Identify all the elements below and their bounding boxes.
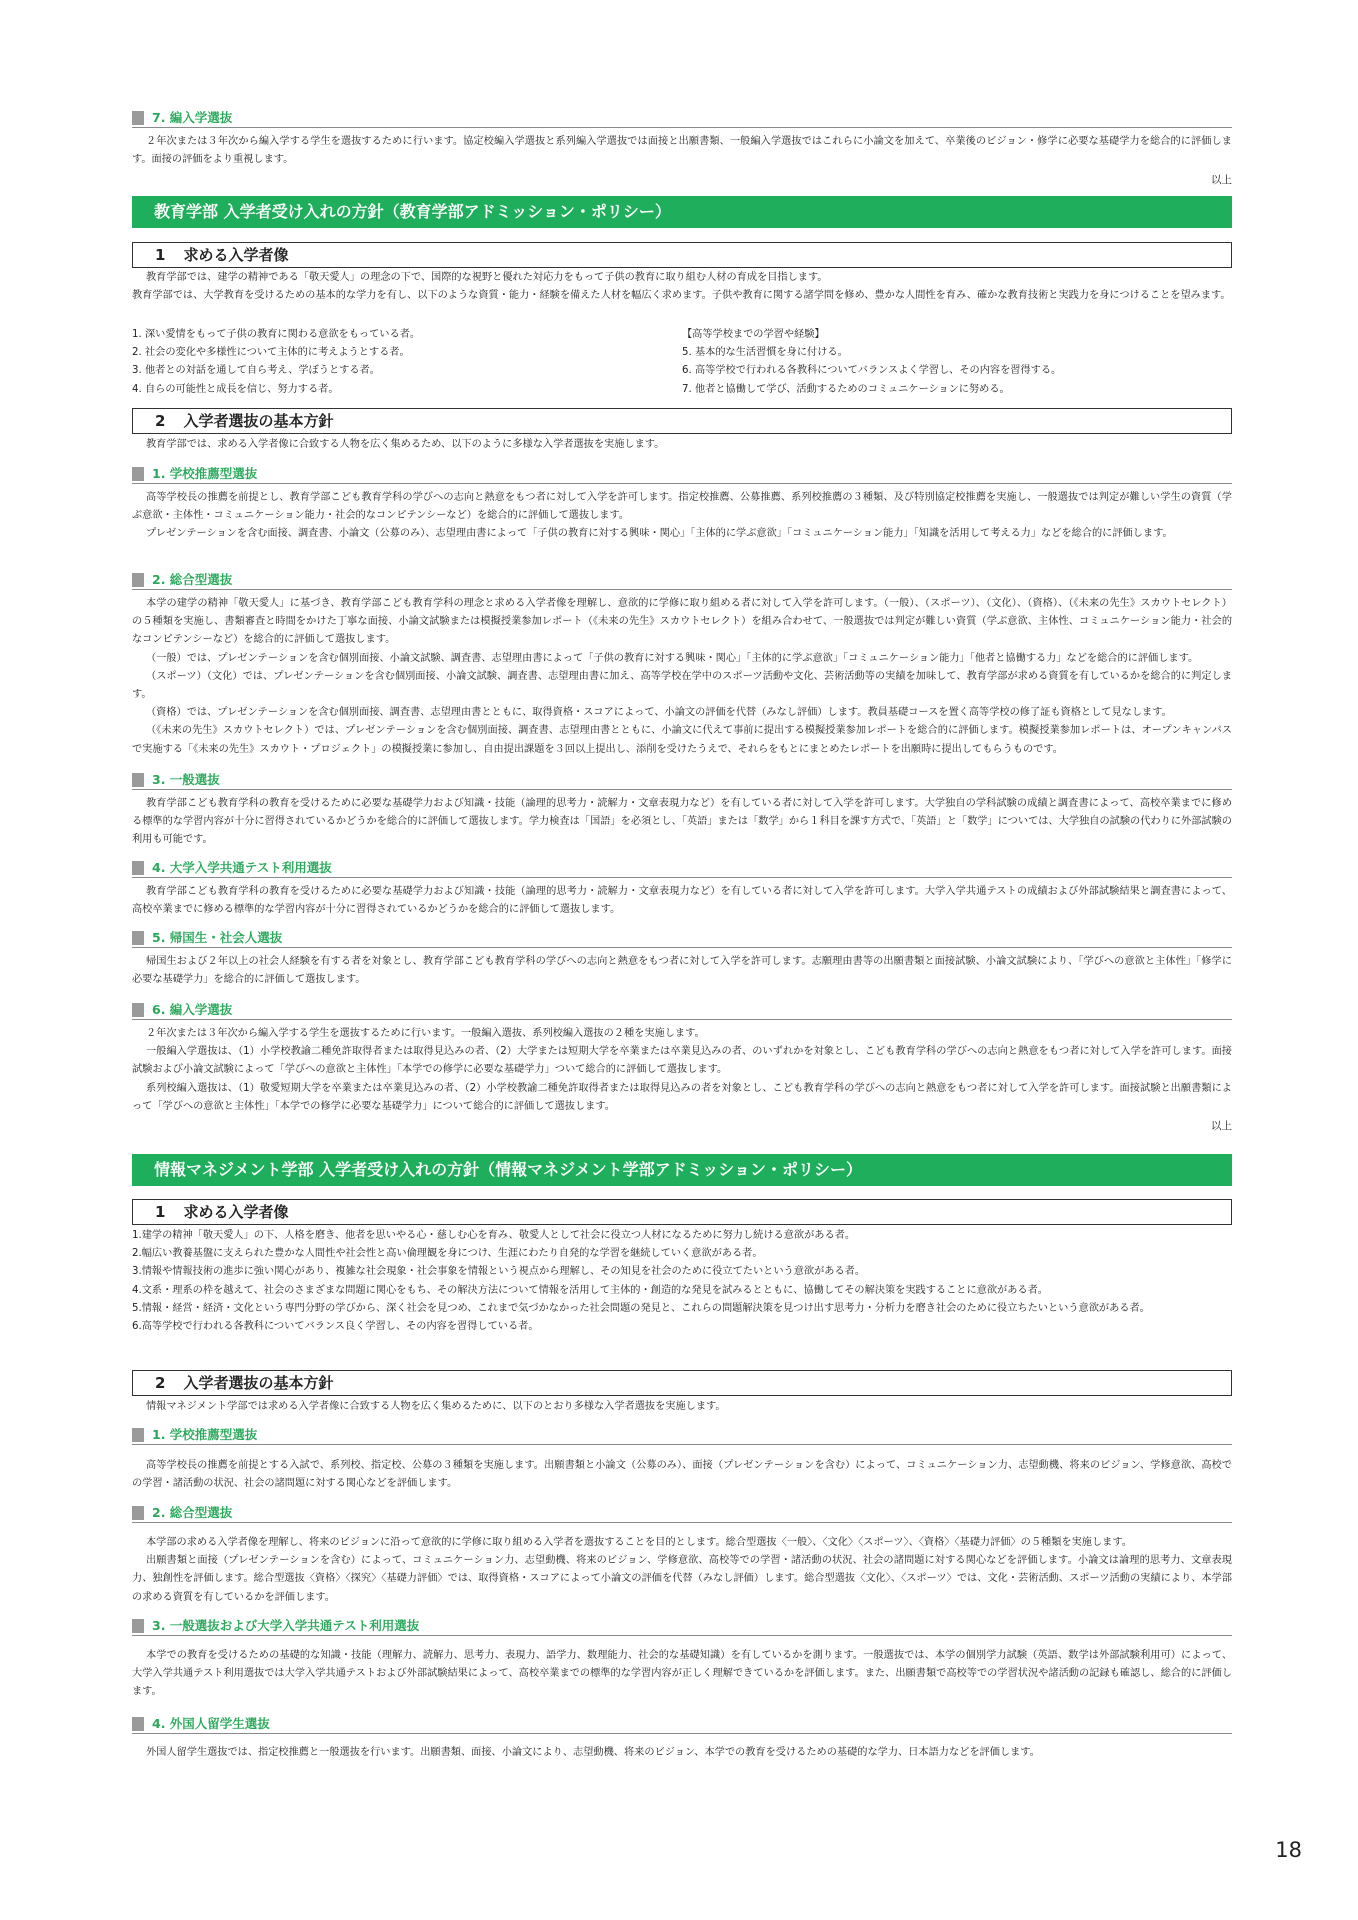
subsection-rule [132,1733,1232,1734]
subsection-header-2 [132,1505,1232,1520]
subsection-rule [132,877,1232,878]
subsection-rule [132,589,1232,590]
paragraph: 高等学校長の推薦を前提とする入試で、系列校、指定校、公募の３種類を実施します。出願書類と小論文（公募のみ）、面接（プレゼンテーションを含む）によって、コミュニケーション力、志望動機、将来のビジョン、学修意欲、高校での学習・諸活動の状況、社会の諸問題に対する関心などを評価します。 [132,1460,1232,1490]
page-number: 18 [1275,1838,1302,1862]
subsection-header-6 [132,1002,1232,1017]
list-right-column [682,326,1232,399]
section-marker [132,1003,144,1017]
paragraph: 教育学部では、大学教育を受けるための基本的な学力を有し、以下のような資質・能力・経験を備えた人材を幅広く求めます。子供や教育に関する諸学問を修め、豊かな人間性を育み、確かな教育技術と実践力を身につけることを望みます。 [132,290,1231,302]
heading-label: 入学者選抜の基本方針 [183,1374,334,1392]
section-banner-education: 教育学部 入学者受け入れの方針（教育学部アドミッション・ポリシー） [132,196,1232,228]
heading-box-selection-policy [132,1370,1232,1396]
section-marker [132,1619,144,1633]
subsection-header-4 [132,1716,1232,1731]
heading-label: 求める入学者像 [183,246,289,264]
subsection-rule [132,127,1232,128]
paragraph-block [132,953,1232,989]
list-item: 6. 高等学校で行われる各教科についてバランスよく学習し、その内容を習得する。 [682,365,1062,377]
paragraph-block [132,1744,1232,1762]
section-marker [132,1717,144,1731]
list-item: 3. 他者との対話を通して自ら考え、学ぼうとする者。 [132,365,380,377]
list-item: 2.幅広い教養基盤に支えられた豊かな人間性や社会性と高い倫理観を身につけ、生涯にわたり自発的な学習を継続していく意欲がある者。 [132,1248,763,1260]
paragraph: ２年次または３年次から編入学する学生を選抜するために行います。協定校編入学選抜と系列編入学選抜では面接と出願書類、一般編入学選抜ではこれらに小論文を加えて、卒業後のビジョン・修学に必要な基礎学力を総合的に評価します。面接の評価をより重視します。 [132,136,1232,166]
subsection-title: 1. 学校推薦型選抜 [152,1427,258,1442]
list-item: 5. 基本的な生活習慣を身に付ける。 [682,347,848,359]
paragraph: （資格）では、プレゼンテーションを含む個別面接、調査書、志望理由書とともに、取得資格・スコアによって、小論文の評価を代替（みなし評価）します。教員基礎コースを置く高等学校の修了証も資格として見なします。 [146,707,1172,719]
subsection-title: 4. 外国人留学生選抜 [152,1716,270,1731]
list-item: 1.建学の精神「敬天愛人」の下、人格を磨き、他者を思いやる心・慈しむ心を育み、敬愛人として社会に役立つ人材になるために努力し続ける意欲がある者。 [132,1230,856,1241]
subsection-header-3 [132,1618,1232,1633]
list-item: 【高等学校までの学習や経験】 [682,329,825,340]
paragraph: 本学の建学の精神「敬天愛人」に基づき、教育学部こども教育学科の理念と求める入学者像を理解し、意欲的に学修に取り組める者に対して入学を許可します。（一般）、（スポーツ）、（文化）、（資格）、（《未来の先生》スカウトセレクト）の５種類を実施し、書類審査と時間をかけた丁寧な面接、小論文試験または模擬授業参加レポート（《未来の先生》スカウトセレクト）を組み合わせて、一般選抜では判定が難しい資質（学ぶ意欲、主体性、コミュニケーション能力・社会的なコンピテンシーなど）を総合的に評価して選抜します。 [132,598,1232,646]
paragraph: （一般）では、プレゼンテーションを含む個別面接、小論文試験、調査書、志望理由書によって「子供の教育に対する興味・関心」「主体的に学ぶ意欲」「コミュニケーション能力」「他者と協働する力」などを総合的に評価します。 [146,652,1199,664]
paragraph: 本学部の求める入学者像を理解し、将来のビジョンに沿って意欲的に学修に取り組める入学者を選抜することを目的とします。総合型選抜〈一般〉、〈文化〉〈スポーツ〉、〈資格〉〈基礎力評価〉の５種類を実施します。 [146,1537,1132,1548]
subsection-title: 2. 総合型選抜 [152,1505,233,1520]
paragraph-block [132,1457,1232,1493]
paragraph-block [132,1534,1232,1607]
paragraph-block [132,1398,1232,1416]
subsection-title: 3. 一般選抜 [152,772,220,787]
heading-label: 入学者選抜の基本方針 [183,412,334,430]
paragraph: ２年次または３年次から編入学する学生を選抜するために行います。一般編入選抜、系列校編入選抜の２種を実施します。 [146,1028,705,1039]
list-item: 4. 自らの可能性と成長を信じ、努力する者。 [132,383,339,395]
list-item: 6.高等学校で行われる各教科についてバランス良く学習し、その内容を習得している者。 [132,1321,539,1333]
subsection-header-1 [132,466,1232,481]
paragraph: 系列校編入選抜は、（1）敬愛短期大学を卒業または卒業見込みの者、（2）小学校教諭二種免許取得者または取得見込みの者を対象とし、こども教育学科の学びへの志向と熱意をもつ者に対して入学を許可します。面接試験と出願書類によって「学びへの意欲と主体性」「本学での修学に必要な基礎学力」について総合的に評価して選抜します。 [132,1082,1232,1112]
paragraph: （《未来の先生》スカウトセレクト）では、プレゼンテーションを含む個別面接、調査書、志望理由書とともに、小論文に代えて事前に提出する模擬授業参加レポートを総合的に評価します。模擬授業参加レポートは、オープンキャンパスで実施する「《未来の先生》スカウト・プロジェクト」の模擬授業に参加し、自由提出課題を３回以上提出し、添削を受けたうえで、それらをもとにまとめたレポートを出願時に提出してもらうものです。 [132,725,1232,755]
paragraph: 教育学部では、建学の精神である「敬天愛人」の理念の下で、国際的な視野と優れた対応力をもって子供の教育に取り組む人材の育成を目指します。 [146,272,828,283]
subsection-header-5 [132,930,1232,945]
paragraph: 帰国生および２年以上の社会人経験を有する者を対象とし、教育学部こども教育学科の学びへの志向と熱意をもつ者に対して入学を許可します。志願理由書等の出願書類と面接試験、小論文試験により、「学びへの意欲と主体性」「修学に必要な基礎学力」を総合的に評価して選抜します。 [132,956,1232,986]
paragraph-block [132,1647,1232,1702]
heading-box-desired-students [132,1199,1232,1225]
subsection-title: 3. 一般選抜および大学入学共通テスト利用選抜 [152,1618,420,1633]
list-left-column [132,326,682,399]
heading-label: 求める入学者像 [183,1203,289,1221]
subsection-rule [132,947,1232,948]
paragraph-block [132,489,1232,544]
subsection-rule [132,1635,1232,1636]
two-column-list [132,326,1232,399]
heading-box-selection-policy [132,408,1232,434]
end-mark: 以上 [1211,1120,1232,1132]
paragraph-block [132,269,1232,305]
subsection-rule [132,1444,1232,1445]
subsection-title: 2. 総合型選抜 [152,572,233,587]
paragraph: 出願書類と面接（プレゼンテーションを含む）によって、コミュニケーション力、志望動機、将来のビジョン、学修意欲、高校等での学習・諸活動の状況、社会の諸問題に対する関心などを評価します。小論文は論理的思考力、文章表現力、独創性を評価します。総合型選抜〈資格〉〈探究〉〈基礎力評価〉では、取得資格・スコアによって小論文の評価を代替（みなし評価）します。総合型選抜〈文化〉、〈スポーツ〉では、文化・芸術活動、スポーツ活動の実績により、本学部の求める資質を有しているかを評価します。 [132,1555,1232,1603]
subsection-rule [132,789,1232,790]
end-mark: 以上 [1211,174,1232,186]
paragraph-block [132,133,1232,169]
section-marker [132,467,144,481]
section-marker [132,1428,144,1442]
list-item: 5.情報・経営・経済・文化という専門分野の学びから、深く社会を見つめ、これまで気づかなかった社会問題の発見と、これらの問題解決策を見つけ出す思考力・分析力を磨き社会のために役立ちたいという意欲がある者。 [132,1302,1150,1314]
paragraph-block [132,595,1232,759]
paragraph-block [132,795,1232,850]
paragraph-block [132,1025,1232,1116]
paragraph-block [132,883,1232,919]
paragraph: 外国人留学生選抜では、指定校推薦と一般選抜を行います。出願書類、面接、小論文により、志望動機、将来のビジョン、本学での教育を受けるための基礎的な学力、日本語力などを評価します。 [146,1747,1040,1758]
subsection-rule [132,483,1232,484]
paragraph: 教育学部こども教育学科の教育を受けるために必要な基礎学力および知識・技能（論理的思考力・読解力・文章表現力など）を有している者に対して入学を許可します。大学入学共通テストの成績および外部試験結果と調査書によって、高校卒業までに修める標準的な学習内容が十分に習得されているかどうかを総合的に評価して選抜します。 [132,886,1232,916]
list-item: 2. 社会の変化や多様性について主体的に考えようとする者。 [132,347,410,359]
paragraph: 一般編入学選抜は、（1）小学校教諭二種免許取得者または取得見込みの者、（2）大学または短期大学を卒業または卒業見込みの者、のいずれかを対象とし、こども教育学科の学びへの志向と熱意をもつ者に対して入学を許可します。面接試験および小論文試験によって「学びへの意欲と主体性」「本学での修学に必要な基礎学力」ついて総合的に評価して選抜します。 [132,1046,1232,1076]
subsection-title: 4. 大学入学共通テスト利用選抜 [152,860,332,875]
heading-box-desired-students [132,242,1232,268]
paragraph-block [132,436,1232,454]
section-marker [132,1506,144,1520]
section-marker [132,573,144,587]
section-banner-info-management: 情報マネジメント学部 入学者受け入れの方針（情報マネジメント学部アドミッション・ポリシー） [132,1154,1232,1186]
heading-number: 1 [155,1203,166,1221]
numbered-list [132,1227,1232,1336]
section-marker [132,931,144,945]
subsection-header-2 [132,572,1232,587]
section-marker [132,111,144,125]
paragraph: 本学での教育を受けるための基礎的な知識・技能（理解力、読解力、思考力、表現力、語学力、数理能力、社会的な基礎知識）を有しているかを測ります。一般選抜では、本学の個別学力試験（英語、数学は外部試験利用可）によって、大学入学共通テスト利用選抜では大学入学共通テストおよび外部試験結果によって、高校卒業までの標準的な学習内容が正しく理解できているかを評価します。また、出願書類で高校等での学習状況や諸活動の記録も確認し、総合的に評価します。 [132,1650,1233,1698]
subsection-header-7 [132,110,1232,125]
section-marker [132,861,144,875]
subsection-title: 6. 編入学選抜 [152,1002,233,1017]
list-item: 3.情報や情報技術の進歩に強い関心があり、複雑な社会現象・社会事象を情報という視点から理解し、その知見を社会のために役立てたいという意欲がある者。 [132,1266,866,1278]
heading-number: 2 [155,1374,166,1392]
subsection-title: 7. 編入学選抜 [152,110,233,125]
paragraph: 情報マネジメント学部では求める入学者像に合致する人物を広く集めるために、以下のとおり多様な入学者選抜を実施します。 [146,1401,726,1412]
subsection-header-3 [132,772,1232,787]
paragraph: 高等学校長の推薦を前提とし、教育学部こども教育学科の学びへの志向と熱意をもつ者に対して入学を許可します。指定校推薦、公募推薦、系列校推薦の３種類、及び特別協定校推薦を実施し、一般選抜では判定が難しい学生の資質（学ぶ意欲・主体性・コミュニケーション能力・社会的なコンピテンシーなど）を総合的に評価して選抜します。 [132,492,1232,522]
subsection-title: 5. 帰国生・社会人選抜 [152,930,283,945]
paragraph: 教育学部こども教育学科の教育を受けるために必要な基礎学力および知識・技能（論理的思考力・読解力・文章表現力など）を有している者に対して入学を許可します。大学独自の学科試験の成績と調査書によって、高校卒業までに修める標準的な学習内容が十分に習得されているかどうかを総合的に評価して選抜します。学力検査は「国語」を必須とし、「英語」または「数学」から１科目を課す方式で、「英語」と「数学」については、大学独自の試験の代わりに外部試験の利用も可能です。 [132,798,1232,846]
paragraph: （スポーツ）（文化）では、プレゼンテーションを含む個別面接、小論文試験、調査書、志望理由書に加え、高等学校在学中のスポーツ活動や文化、芸術活動等の実績を加味して、教育学部が求める資質を有しているかを総合的に判定します。 [132,670,1232,701]
list-item: 1. 深い愛情をもって子供の教育に関わる意欲をもっている者。 [132,329,421,340]
heading-number: 1 [155,246,166,264]
paragraph: プレゼンテーションを含む面接、調査書、小論文（公募のみ）、志望理由書によって「子供の教育に対する興味・関心」「主体的に学ぶ意欲」「コミュニケーション能力」「知識を活用して考える力」などを総合的に評価します。 [146,528,1173,540]
list-item: 7. 他者と協働して学び、活動するためのコミュニケーションに努める。 [682,383,1010,395]
paragraph: 教育学部では、求める入学者像に合致する人物を広く集めるため、以下のように多様な入学者選抜を実施します。 [146,439,665,450]
heading-number: 2 [155,412,166,430]
list-item: 4.文系・理系の枠を越えて、社会のさまざまな問題に関心をもち、その解決方法について情報を活用して主体的・創造的な発見を試みるとともに、協働してその解決策を実践することに意欲がある者。 [132,1284,1048,1296]
subsection-header-1 [132,1427,1232,1442]
subsection-rule [132,1019,1232,1020]
subsection-title: 1. 学校推薦型選抜 [152,466,258,481]
section-marker [132,773,144,787]
subsection-header-4 [132,860,1232,875]
subsection-rule [132,1522,1232,1523]
